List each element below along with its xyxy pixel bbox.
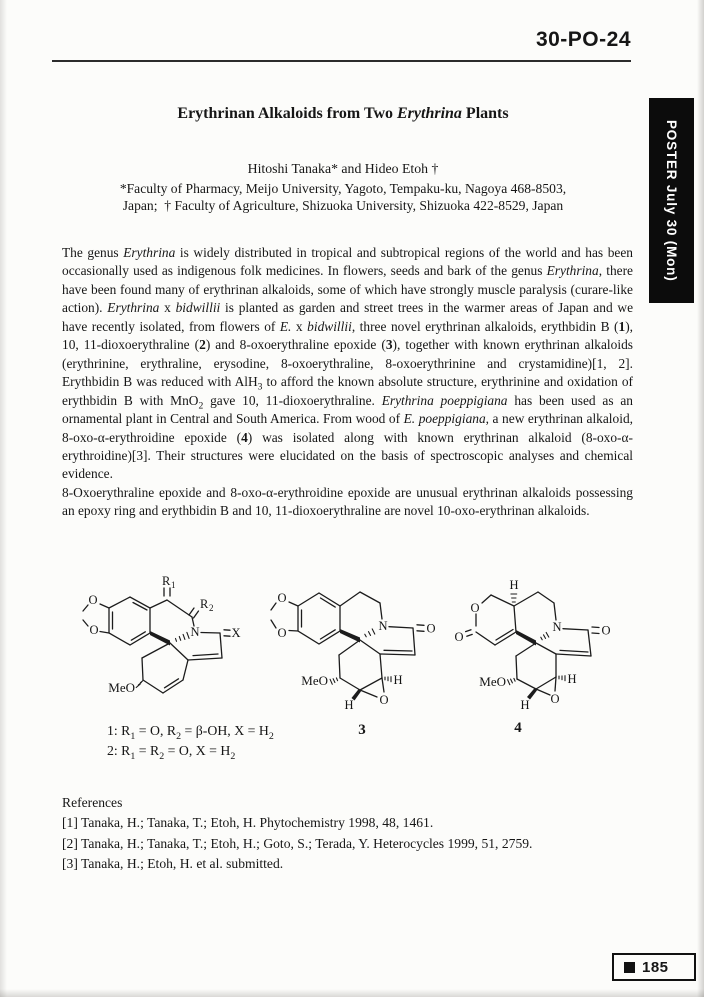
affiliation-line-2: Japan; † Faculty of Agriculture, Shizuoka University, Shizuoka 422-8529, Japan: [122, 197, 564, 213]
compound-4-label: 4: [514, 720, 522, 736]
structure-1-2-diagram: [58, 568, 253, 708]
page-edge-right: [697, 0, 704, 997]
atom-label-o: O: [454, 630, 464, 644]
compound-2-definition: 2: $R_1 = R_2 = O$, $X = H_2$: [107, 742, 236, 762]
atom-label-o: O: [89, 623, 99, 637]
atom-label-o: O: [379, 693, 389, 707]
poster-session-label: POSTER July 30 (Mon): [664, 119, 679, 282]
atom-label-o: O: [426, 621, 436, 636]
paper-title: Erythrinan Alkaloids from Two Erythrina Plants: [177, 105, 509, 122]
abstract-paragraph-2: 8-Oxoerythraline epoxide and 8-oxo-α-erythroidine epoxide are unusual erythrinan alkaloids possessing an epoxy ring and erythbidin B and 10, 11-dioxoerythraline are novel 10-oxo-erythrinan alkaloids.: [62, 484, 633, 519]
page-number-box: [612, 953, 696, 981]
atom-label-o: O: [470, 601, 480, 615]
page-edge-bottom: [0, 989, 704, 997]
atom-label-r2: R: [200, 597, 209, 611]
atom-label-n: N: [378, 619, 388, 633]
page-number-square-icon: [624, 962, 635, 973]
structure-4-diagram: [448, 558, 633, 713]
atom-label-r2-sub: 2: [209, 603, 214, 613]
atom-label-o: O: [277, 626, 287, 640]
abstract-paragraph-1: The genus Erythrina is widely distributed in tropical and subtropical regions of the world and has been occasionally used as indigenous folk medicines. In flowers, seeds and bark of the genus Erythrina, there have been found many of erythrinan alkaloids, some of which have strongly muscle paralysis (curare-like action). Erythrina x bidwillii is planted as garden and street trees in the warmer areas of Japan and we have recently isolated, from flowers of E. x bidwillii, three novel erythrinan alkaloids, erythbidin B (1), 10, 11-dioxoerythraline (2) and 8-oxoerythraline epoxide (3), together with known erythrinan alkaloids (erythrinine, erythraline, erysodine, 8-oxoerythraline, 8-oxoerythrinine and crystamidine)[1, 2]. Erythbidin B was reduced with AlH$_3$ to afford the known absolute structure, erythrinine and oxidation of erythbidin B with MnO$_2$ gave 10, 11-dioxoerythraline. Erythrina poeppigiana has been used as an ornamental plant in Central and South America. From wood of E. poeppigiana, a new erythrinan alkaloid, 8-oxo-α-erythroidine epoxide (4) was isolated along with known erythrinan alkaloid (8-oxo-α-erythroidine)[3]. Their structures were elucidated on the basis of spectroscopic analyses and chemical evidence.: [62, 245, 634, 482]
atom-label-h: H: [344, 698, 354, 712]
compound-3-label: 3: [358, 722, 366, 738]
atom-label-h: H: [520, 698, 530, 712]
structure-3-diagram: [260, 560, 445, 712]
atom-label-o: O: [88, 593, 98, 607]
compound-definitions: [107, 721, 274, 760]
atom-label-o: O: [550, 692, 560, 706]
atom-label-h: H: [509, 578, 519, 592]
header-divider: [52, 60, 631, 62]
atom-label-r1-sub: 1: [171, 580, 176, 590]
atom-label-r1: R: [162, 574, 171, 588]
reference-item: [2] Tanaka, H.; Tanaka, T.; Etoh, H.; Goto, S.; Terada, Y. Heterocycles 1999, 51, 2759.: [62, 835, 533, 851]
affiliations: [40, 181, 646, 214]
atom-label-n: N: [190, 625, 200, 639]
atom-label-meo: MeO: [301, 673, 328, 688]
page-number: 185: [642, 958, 669, 976]
reference-item: [1] Tanaka, H.; Tanaka, T.; Etoh, H. Phytochemistry 1998, 48, 1461.: [62, 815, 434, 831]
atom-label-o: O: [601, 623, 611, 638]
references-heading: References: [62, 795, 123, 810]
atom-label-meo: MeO: [479, 674, 506, 689]
poster-session-tab: [649, 98, 694, 303]
page-edge-left: [0, 0, 7, 997]
atom-label-h: H: [393, 673, 403, 687]
reference-item: [3] Tanaka, H.; Etoh, H. et al. submitted.: [62, 856, 284, 872]
abstract-body: [62, 244, 633, 521]
compound-1-definition: 1: $R_1 = O$, $R_2 = \beta-OH$, $X = H_2$: [107, 723, 274, 742]
atom-label-n: N: [552, 620, 562, 634]
atom-label-h: H: [567, 672, 577, 686]
paper-code: 30-PO-24: [535, 28, 631, 51]
atom-label-meo: MeO: [108, 680, 135, 695]
affiliation-line-1: *Faculty of Pharmacy, Meijo University, Yagoto, Tempaku-ku, Nagoya 468-8503,: [119, 181, 567, 196]
authors-line: Hitoshi Tanaka* and Hideo Etoh †: [247, 161, 439, 176]
atom-label-o: O: [277, 591, 287, 605]
atom-label-x: X: [231, 626, 241, 640]
references-section: [62, 793, 532, 875]
